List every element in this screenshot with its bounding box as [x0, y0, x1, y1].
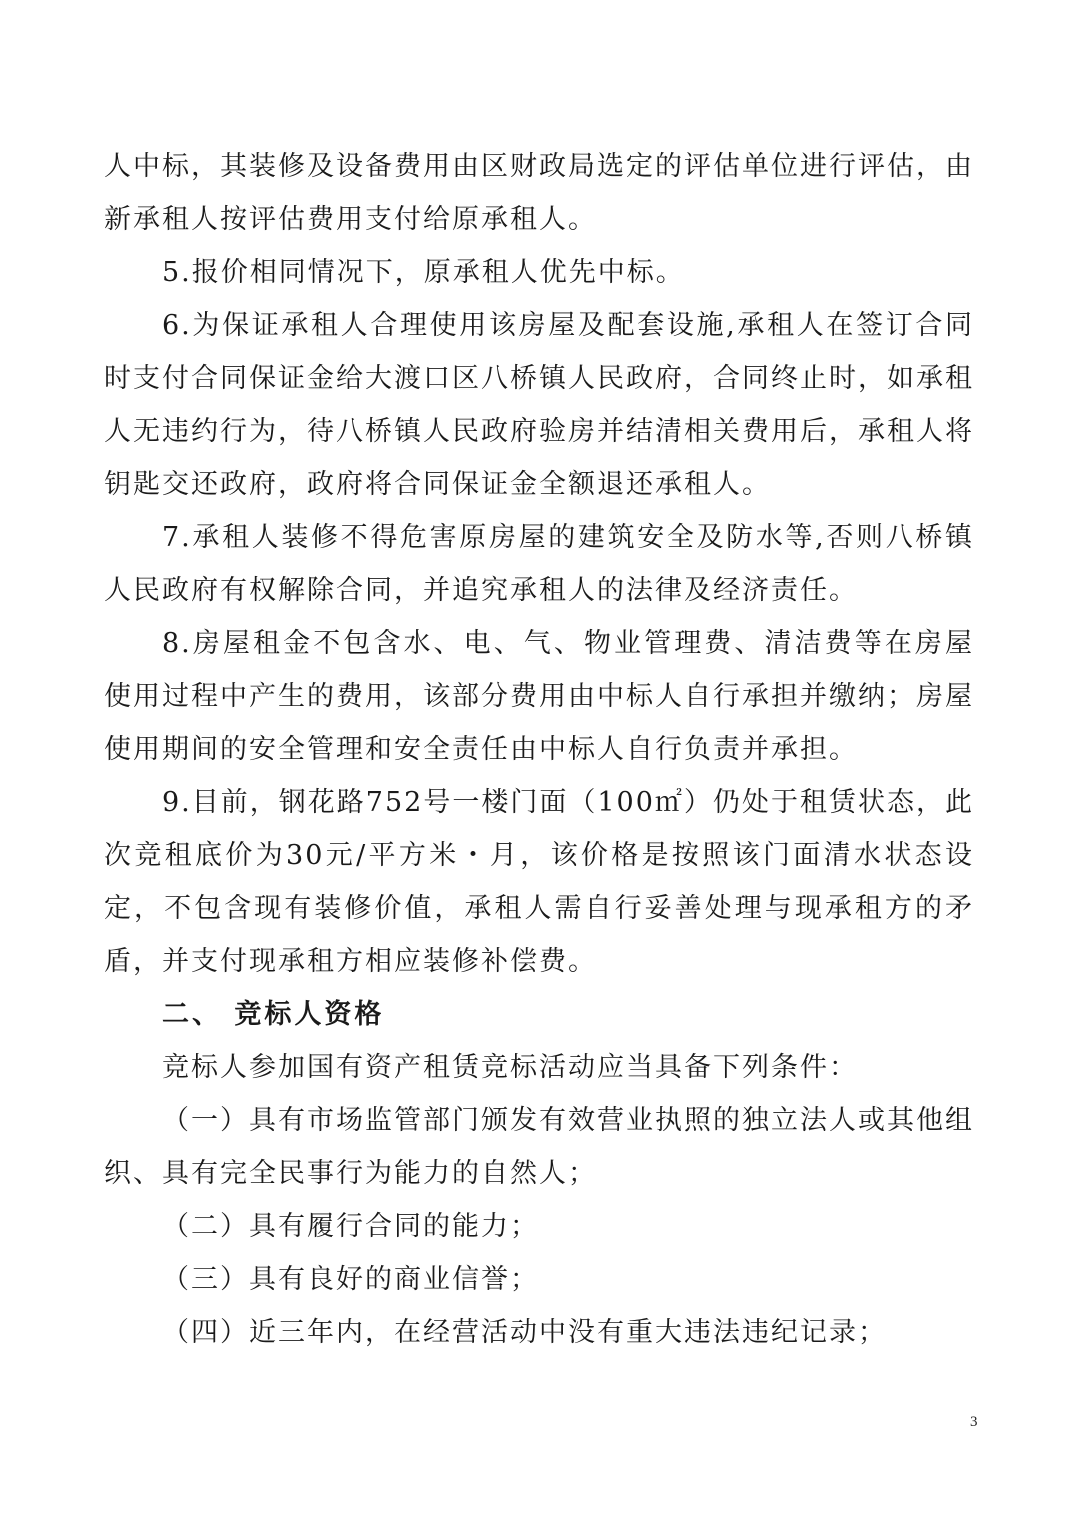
- paragraph-item-5: 5.报价相同情况下，原承租人优先中标。: [162, 257, 685, 288]
- document-body: [104, 140, 974, 1359]
- section-heading: 二、 竞标人资格: [162, 999, 385, 1030]
- qualification-item-2: （二）具有履行合同的能力；: [162, 1211, 539, 1242]
- page-number: 3: [970, 1414, 978, 1430]
- paragraph-item-6: 6.为保证承租人合理使用该房屋及配套设施,承租人在签订合同时支付合同保证金给大渡口区八桥镇人民政府，合同终止时，如承租人无违约行为，待八桥镇人民政府验房并结清相关费用后，承租人将钥匙交还政府，政府将合同保证金全额退还承租人。: [104, 310, 974, 500]
- qualification-item-1: （一）具有市场监管部门颁发有效营业执照的独立法人或其他组织、具有完全民事行为能力的自然人；: [104, 1105, 974, 1189]
- qualification-item-4: （四）近三年内，在经营活动中没有重大违法违纪记录；: [162, 1317, 887, 1348]
- qualification-intro: 竞标人参加国有资产租赁竞标活动应当具备下列条件：: [162, 1052, 858, 1083]
- qualification-item-3: （三）具有良好的商业信誉；: [162, 1264, 539, 1295]
- paragraph-item-8: 8.房屋租金不包含水、电、气、物业管理费、清洁费等在房屋使用过程中产生的费用，该部分费用由中标人自行承担并缴纳；房屋使用期间的安全管理和安全责任由中标人自行负责并承担。: [104, 628, 974, 765]
- paragraph-item-9: 9.目前，钢花路752号一楼门面（100㎡）仍处于租赁状态，此次竞租底价为30元/平方米・月，该价格是按照该门面清水状态设定，不包含现有装修价值，承租人需自行妥善处理与现承租方的矛盾，并支付现承租方相应装修补偿费。: [104, 787, 974, 977]
- paragraph-continuation: 人中标，其装修及设备费用由区财政局选定的评估单位进行评估，由新承租人按评估费用支付给原承租人。: [104, 151, 974, 235]
- paragraph-item-7: 7.承租人装修不得危害原房屋的建筑安全及防水等,否则八桥镇人民政府有权解除合同，并追究承租人的法律及经济责任。: [104, 522, 974, 606]
